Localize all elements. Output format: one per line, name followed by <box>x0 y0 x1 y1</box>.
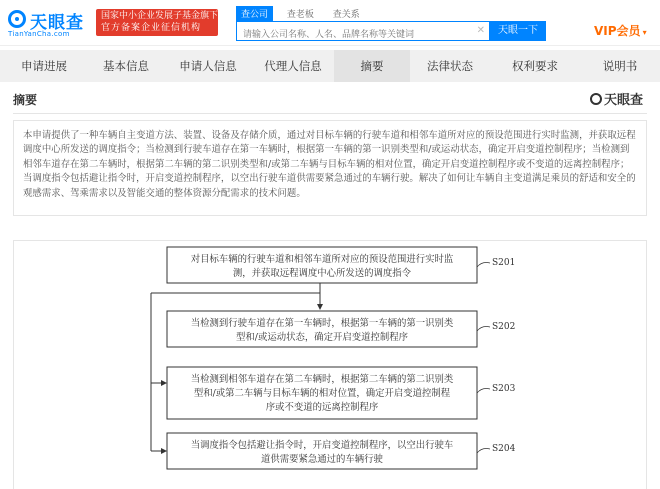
step-text-s201-line1: 对目标车辆的行驶车道和相邻车道所对应的预设范围进行实时监 <box>190 254 454 265</box>
step-text-s202-line2: 型和/或运动状态，确定开启变道控制程序 <box>236 332 408 343</box>
tab-application-progress[interactable]: 申请进展 <box>21 59 67 73</box>
clear-icon[interactable]: ✕ <box>476 25 485 36</box>
search-input[interactable] <box>237 26 477 44</box>
watermark-logo <box>590 89 643 108</box>
vip-label: VIP会员 <box>594 24 641 38</box>
search-tab-boss[interactable]: 查老板 <box>286 10 314 20</box>
flowchart <box>14 241 648 489</box>
header <box>0 0 660 46</box>
logo-text: 天眼查 <box>30 13 84 33</box>
step-text-s203-line1: 当检测到相邻车道存在第二车辆时，根据第二车辆的第二识别类 <box>190 374 454 385</box>
tab-abstract[interactable]: 摘要 <box>334 50 410 82</box>
step-text-s203-line3: 序或不变道的远离控制程序 <box>265 402 379 413</box>
step-text-s204-line1: 当调度指令包括避让指令时，开启变道控制程序，以空出行驶车 <box>190 440 454 451</box>
logo-subtext: TianYanCha.com <box>8 30 70 38</box>
step-text-s201-line2: 测，并获取远程调度中心所发送的调度指令 <box>232 268 412 279</box>
abstract-figure <box>13 240 647 489</box>
tab-legal-status[interactable]: 法律状态 <box>427 59 473 73</box>
search-box <box>236 21 490 41</box>
divider <box>13 113 647 114</box>
badge-line-1: 国家中小企业发展子基金旗下 <box>101 11 219 21</box>
tab-basic-info[interactable]: 基本信息 <box>103 59 149 73</box>
site-logo[interactable] <box>8 8 92 38</box>
search-button[interactable]: 天眼一下 <box>490 21 546 41</box>
tab-applicant-info[interactable]: 申请人信息 <box>179 59 237 73</box>
badge-line-2: 官方备案企业征信机构 <box>101 23 202 33</box>
search-tabs <box>236 6 371 21</box>
nav-tabs <box>0 50 660 82</box>
step-label-s201: S201 <box>492 258 516 268</box>
eye-icon <box>8 10 26 28</box>
search-tab-company[interactable]: 查公司 <box>236 6 273 21</box>
abstract-text: 本申请提供了一种车辆自主变道方法、装置、设备及存储介质，通过对目标车辆的行驶车道和相邻车道所对应的预设范围进行实时监测，并获取远程调度中心所发送的调度指令；当检测到行驶车道存在第一车辆时，根据第一车辆的第一识别类型和/或运动状态，确定开启变道控制程序；当检测到相邻车道存在第二车辆时，根据第二车辆的第二识别类型和/或第二车辆与目标车辆的相对位置，确定开启变道控制程序或不变道的远离控制程序；当调度指令包括避让指令时，开启变道控制程序，以空出行驶车道供需要紧急通过的车辆行驶。解决了如何让车辆自主变道满足乘员的舒适和安全的观感需求、驾乘需求以及智能交通的整体资源分配需求的技术问题。 <box>23 130 636 199</box>
step-text-s202-line1: 当检测到行驶车道存在第一车辆时，根据第一车辆的第一识别类 <box>190 318 454 329</box>
step-text-s204-line2: 道供需要紧急通过的车辆行驶 <box>261 454 383 465</box>
search-tab-relation[interactable]: 查关系 <box>332 10 360 20</box>
step-label-s203: S203 <box>492 384 516 394</box>
official-badge[interactable] <box>96 9 218 36</box>
chevron-down-icon: ▾ <box>642 28 647 37</box>
tab-claims[interactable]: 权利要求 <box>512 59 558 73</box>
tab-specification[interactable]: 说明书 <box>602 59 638 73</box>
tab-agent-info[interactable]: 代理人信息 <box>264 59 322 73</box>
abstract-box <box>13 120 647 216</box>
watermark-logo-text: 天眼查 <box>604 93 644 108</box>
vip-menu[interactable] <box>594 22 647 39</box>
eye-icon <box>590 93 602 105</box>
label-leaders <box>477 263 490 454</box>
step-label-s202: S202 <box>492 322 516 332</box>
step-text-s203-line2: 型和/或第二车辆与目标车辆的相对位置，确定开启变道控制程 <box>193 388 451 399</box>
step-label-s204: S204 <box>492 444 516 454</box>
section-title: 摘要 <box>13 93 38 107</box>
